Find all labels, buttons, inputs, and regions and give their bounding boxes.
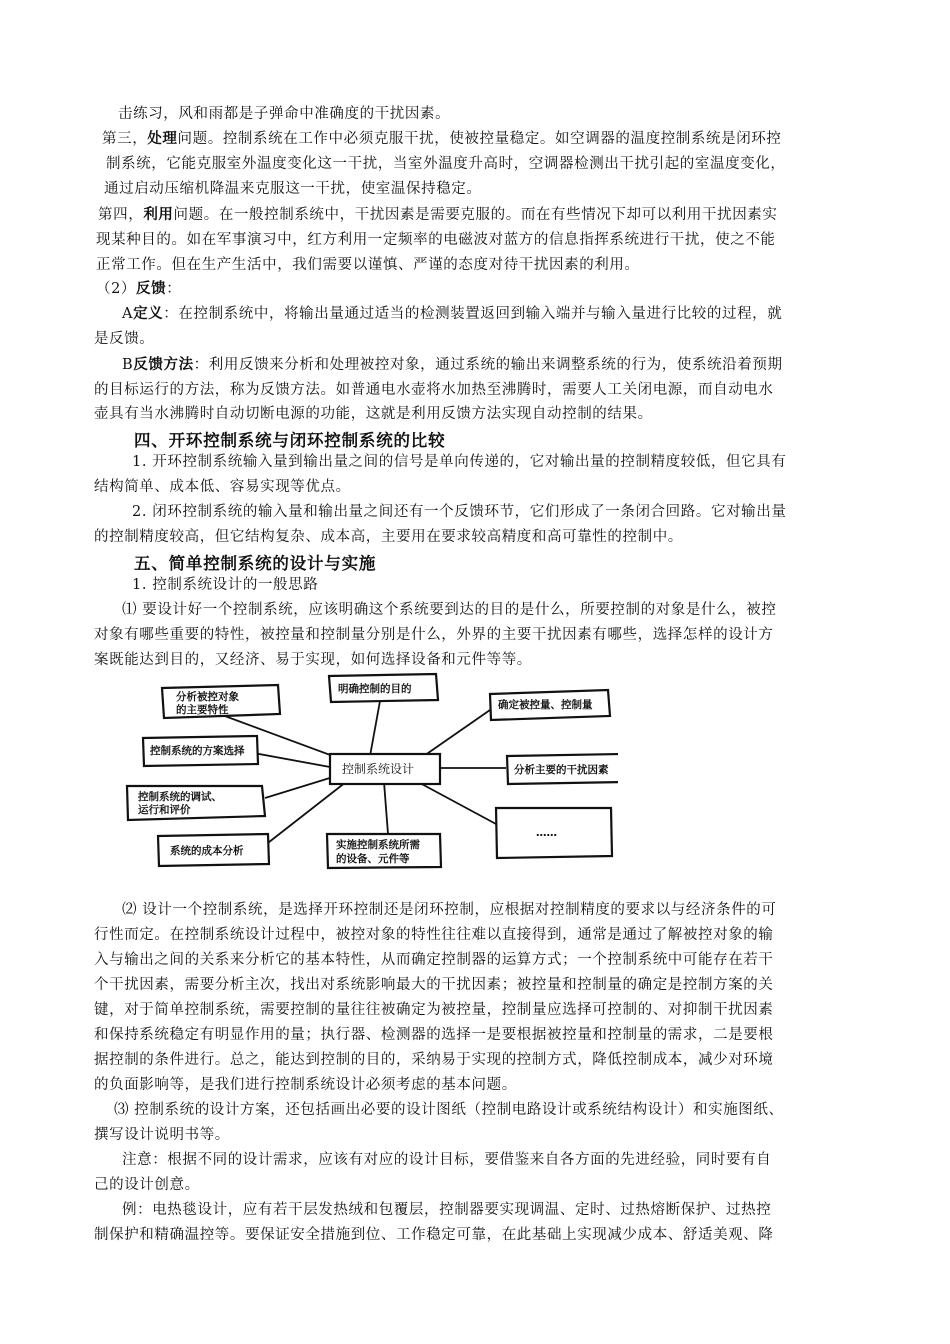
text-line: 的负面影响等，是我们进行控制系统设计必须考虑的基本问题。 <box>94 1077 517 1093</box>
node-label: 控制系统的方案选择 <box>150 745 245 757</box>
text-line: 例：电热毯设计，应有若干层发热绒和包覆层，控制器要实现调温、定时、过热熔断保护、过热控 <box>122 1202 772 1218</box>
text-line: 制保护和精确温控等。要保证安全措施到位、工作稳定可靠，在此基础上实现减少成本、舒适美观、降 <box>94 1227 774 1243</box>
node-label: 分析被控对象 <box>176 691 239 703</box>
text-line: 己的设计创意。 <box>94 1177 200 1193</box>
text-line: 壶具有当水沸腾时自动切断电源的功能，这就是利用反馈方法实现自动控制的结果。 <box>94 406 653 422</box>
node-label: 运行和评价 <box>138 804 191 816</box>
connector <box>248 752 330 767</box>
connector <box>418 782 496 824</box>
node-label: 系统的成本分析 <box>170 845 244 857</box>
text-line: （2）反馈： <box>96 280 182 297</box>
text-line: 和保持系统稳定有明显作用的量；执行器、检测器的选择一是要根据被控量和控制量的需求，二是要根 <box>94 1027 774 1043</box>
text-line: 注意：根据不同的设计需求，应该有对应的设计目标，要借鉴来自各方面的先进经验，同时要有自 <box>122 1152 772 1168</box>
node-label: 的设备、元件等 <box>336 853 410 865</box>
text-line: 撰写设计说明书等。 <box>94 1127 230 1143</box>
text-line: 个干扰因素，需要分析主次，找出对系统影响最大的干扰因素；被控量和控制量的确定是控制方案的关 <box>94 977 774 993</box>
text-line: 对象有哪些重要的特性，被控量和控制量分别是什么，外界的主要干扰因素有哪些，选择怎样的设计方 <box>94 627 774 643</box>
node-label: 确定被控量、控制量 <box>498 699 593 711</box>
text-line: 1. 开环控制系统输入量到输出量之间的信号是单向传递的，它对输出量的控制精度较低，但它具有 <box>132 454 787 470</box>
text-line: 键，对于简单控制系统，需要控制的量往往被确定为被控量，控制量应选择可控制的、对抑制干扰因素 <box>94 1002 774 1018</box>
text-line: 第三，处理问题。控制系统在工作中必须克服干扰，使被控量稳定。如空调器的温度控制系统是闭环控 <box>102 130 782 147</box>
text-line: 的控制精度较高，但它结构复杂、成本高，主要用在要求较高精度和高可靠性的控制中。 <box>94 529 683 545</box>
text-line: 2. 闭环控制系统的输入量和输出量之间还有一个反馈环节，它们形成了一条闭合回路。它对输出量 <box>132 504 787 520</box>
text-line: 通过启动压缩机降温来克服这一干扰，使室温保持稳定。 <box>104 181 482 197</box>
text-line: ⑴ 要设计好一个控制系统，应该明确这个系统要到达的目的是什么，所要控制的对象是什么，被控 <box>122 602 777 618</box>
connector <box>370 701 380 756</box>
text-line: 击练习，风和雨都是子弹命中准确度的干扰因素。 <box>118 106 451 122</box>
text-line: 入与输出之间的关系来分析它的基本特性，从而确定控制器的运算方式；一个控制系统中可能存在若干 <box>94 952 774 968</box>
text-line: 第四，利用问题。在一般控制系统中，干扰因素是需要克服的。而在有些情况下却可以利用干扰因素实 <box>98 206 778 223</box>
text-line: 正常工作。但在生产生活中，我们需要以谨慎、严谨的态度对待干扰因素的利用。 <box>96 257 640 273</box>
text-line: 案既能达到目的，又经济、易于实现，如何选择设备和元件等等。 <box>94 652 532 668</box>
node-label: 分析主要的干扰因素 <box>514 764 609 776</box>
node-label: 实施控制系统所需 <box>336 839 420 851</box>
node-label: …… <box>536 827 557 839</box>
text-line: ⑵ 设计一个控制系统，是选择开环控制还是闭环控制，应根据对控制精度的要求以与经济条件的可 <box>122 902 777 918</box>
text-line: 据控制的条件进行。总之，能达到控制的目的，采纳易于实现的控制方式，降低控制成本，减少对环境 <box>94 1052 774 1068</box>
text-line: 的目标运行的方法，称为反馈方法。如普通电水壶将水加热至沸腾时，需要人工关闭电源，而自动电水 <box>94 382 774 398</box>
node-label: 明确控制的目的 <box>338 683 412 695</box>
text-line: 行性而定。在控制系统设计过程中，被控对象的特性往往难以直接得到，通常是通过了解被控对象的输 <box>94 927 774 943</box>
connector <box>418 710 490 760</box>
connector <box>265 777 333 798</box>
control-design-diagram <box>118 668 618 880</box>
node-label: 控制系统的调试、 <box>138 791 222 803</box>
node-label: 的主要特性 <box>176 704 229 716</box>
connector <box>384 782 388 834</box>
text-line: B反馈方法：利用反馈来分析和处理被控对象，通过系统的输出来调整系统的行为，使系统沿着预期 <box>122 356 783 373</box>
text-line: 制系统，它能克服室外温度变化这一干扰，当室外温度升高时，空调器检测出干扰引起的室温度变化， <box>106 156 786 172</box>
section-heading-5: 五、简单控制系统的设计与实施 <box>134 554 377 573</box>
text-line: 现某种目的。如在军事演习中，红方利用一定频率的电磁波对蓝方的信息指挥系统进行干扰，使之不能 <box>96 232 776 248</box>
text-line: 是反馈。 <box>94 331 155 347</box>
text-line: 结构简单、成本低、容易实现等优点。 <box>94 479 351 495</box>
text-line: A定义：在控制系统中，将输出量通过适当的检测装置返回到输入端并与输入量进行比较的过程，就 <box>122 305 783 322</box>
center-node-label: 控制系统设计 <box>342 762 415 776</box>
text-line: ⑶ 控制系统的设计方案，还包括画出必要的设计图纸（控制电路设计或系统结构设计）和实施图纸、 <box>114 1102 784 1118</box>
section-heading-4: 四、开环控制系统与闭环控制系统的比较 <box>134 431 446 450</box>
text-line: 1. 控制系统设计的一般思路 <box>132 577 319 593</box>
